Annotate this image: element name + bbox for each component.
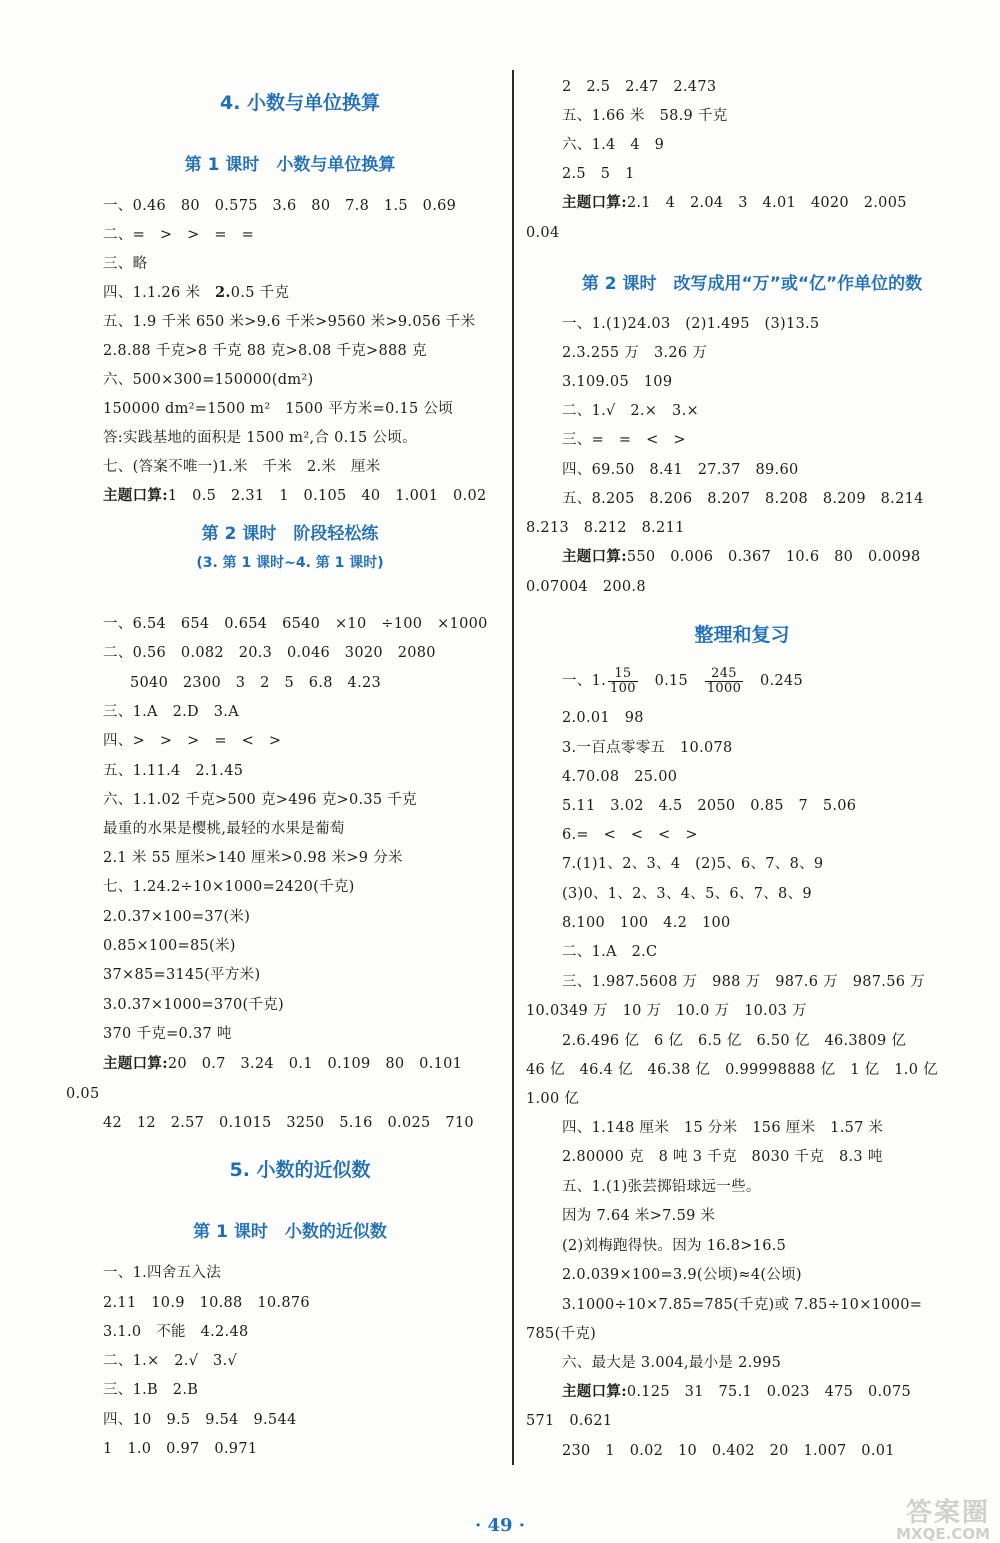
answer-line: 六、1.4 4 9: [562, 137, 665, 153]
fraction-denominator: 1000: [706, 680, 742, 696]
answer-line: 8.100 100 4.2 100: [562, 915, 731, 931]
answer-line: 三、略: [103, 256, 148, 272]
answer-line: 答:实践基地的面积是 1500 m²,合 0.15 公顷。: [103, 430, 417, 446]
lesson-3-title: 第 1 课时 小数的近似数: [193, 1222, 387, 1242]
answer-line: 1.00 亿: [526, 1091, 580, 1107]
answer-line: 六、500×300=150000(dm²): [103, 372, 314, 388]
answer-line: 3.109.05 109: [562, 374, 673, 390]
page-number: · 49 ·: [474, 1515, 526, 1536]
answer-line: 785(千克): [526, 1326, 597, 1342]
answer-value: 0.5 千克: [230, 285, 290, 301]
answer-value: 1 0.5 2.31 1 0.105 40 1.001 0.02: [167, 488, 487, 504]
mental-math-label: 主题口算:: [103, 487, 168, 504]
lesson-2-subtitle: (3. 第 1 课时~4. 第 1 课时): [196, 555, 384, 571]
answer-line: 一、1.四舍五入法: [103, 1265, 222, 1281]
answer-line: 二、1.A 2.C: [562, 944, 658, 960]
answer-value: 2.1 4 2.04 3 4.01 4020 2.005: [626, 195, 907, 211]
answer-line: (2)刘梅跑得快。因为 16.8>16.5: [562, 1238, 787, 1254]
answer-line: 一、6.54 654 0.654 6540 ×10 ÷100 ×1000: [103, 616, 488, 632]
answer-line: 最重的水果是樱桃,最轻的水果是葡萄: [103, 821, 345, 837]
answer-line: 四、10 9.5 9.54 9.544: [103, 1412, 297, 1428]
fraction-numerator: 15: [608, 667, 638, 682]
answer-line: 四、69.50 8.41 27.37 89.60: [562, 462, 799, 478]
answer-line: 2.0.039×100=3.9(公顷)≈4(公顷): [562, 1267, 802, 1283]
mental-math-label: 主题口算:: [562, 1383, 627, 1400]
answer-line: 42 12 2.57 0.1015 3250 5.16 0.025 710: [103, 1115, 474, 1131]
answer-line: 2.80000 克 8 吨 3 千克 8030 千克 8.3 吨: [562, 1149, 883, 1165]
answer-line: 6.= < < < >: [562, 827, 698, 843]
watermark-text: 答案圈: [905, 1498, 990, 1528]
answer-line: 10.0349 万 10 万 10.0 万 10.03 万: [526, 1003, 807, 1019]
answer-line: 37×85=3145(平方米): [103, 967, 261, 983]
answer-line: 六、1.1.02 千克>500 克>496 克>0.35 千克: [103, 792, 417, 808]
answer-line: 四、> > > = < >: [103, 733, 282, 749]
answer-line: 7.(1)1、2、3、4 (2)5、6、7、8、9: [562, 856, 824, 872]
answer-line: 2.3.255 万 3.26 万: [562, 345, 708, 361]
answer-line: 2.5 5 1: [562, 166, 635, 182]
answer-line: 六、最大是 3.004,最小是 2.995: [562, 1355, 782, 1371]
watermark-logo: [830, 1498, 990, 1543]
answer-line: 二、= > > = =: [103, 227, 255, 243]
answer-line: 4.70.08 25.00: [562, 769, 678, 785]
answer-value: 550 0.006 0.367 10.6 80 0.0098: [626, 549, 921, 565]
answer-line: 8.213 8.212 8.211: [526, 520, 685, 536]
answer-value: 0.125 31 75.1 0.023 475 0.075: [626, 1384, 912, 1400]
answer-line: 三、1.A 2.D 3.A: [103, 704, 239, 720]
section-5-title: 5. 小数的近似数: [229, 1159, 371, 1181]
fraction-numerator: 245: [705, 667, 743, 682]
answer-line: 0.04: [526, 225, 560, 241]
answer-line: 七、(答案不唯一)1.米 千米 2.米 厘米: [103, 459, 381, 475]
answer-line: 一、1.(1)24.03 (2)1.495 (3)13.5: [562, 316, 820, 332]
mental-math-label: 主题口算:: [103, 1055, 168, 1072]
answer-line: 三、= = < >: [562, 432, 686, 448]
answer-line: 三、1.B 2.B: [103, 1382, 199, 1398]
answer-line: 0.05: [66, 1086, 100, 1102]
answer-line: 因为 7.64 米>7.59 米: [562, 1208, 716, 1224]
answer-line: 二、1.× 2.√ 3.√: [103, 1353, 238, 1369]
section-4-title: 4. 小数与单位换算: [219, 92, 381, 114]
answer-label: 四、1.: [103, 285, 148, 301]
answer-line: [103, 283, 289, 303]
watermark-url: MXQE.COM: [896, 1525, 990, 1543]
answer-line: 46 亿 46.4 亿 46.38 亿 0.99998888 亿 1 亿 1.0 亿: [526, 1062, 938, 1078]
answer-line: 2.11 10.9 10.88 10.876: [103, 1295, 310, 1311]
answer-line: 5040 2300 3 2 5 6.8 4.23: [130, 675, 382, 691]
answer-line: [562, 193, 907, 213]
answer-line: 2.0.01 98: [562, 710, 644, 726]
answer-line: 3.0.37×1000=370(千克): [103, 997, 285, 1013]
answer-line: 571 0.621: [526, 1413, 613, 1429]
answer-line: 0.85×100=85(米): [103, 938, 236, 954]
answer-line: 五、8.205 8.206 8.207 8.208 8.209 8.214: [562, 491, 924, 507]
fraction: [608, 667, 638, 696]
answer-line: [562, 1382, 911, 1402]
answer-line: [562, 547, 921, 567]
lesson-2-title: 第 2 课时 阶段轻松练: [201, 524, 379, 544]
answer-line: 四、1.148 厘米 15 分米 156 厘米 1.57 米: [562, 1120, 884, 1136]
lesson-4-title: 第 2 课时 改写成用“万”或“亿”作单位的数: [581, 274, 923, 294]
fraction-denominator: 100: [610, 680, 636, 696]
fraction: [705, 667, 743, 696]
answer-line: 五、1.(1)张芸掷铅球远一些。: [562, 1179, 761, 1195]
answer-line: (3)0、1、2、3、4、5、6、7、8、9: [562, 886, 812, 902]
answer-line: 二、0.56 0.082 20.3 0.046 3020 2080: [103, 645, 436, 661]
mental-math-label: 主题口算:: [562, 194, 627, 211]
answer-line: [562, 666, 803, 696]
answer-label: 2.: [215, 284, 231, 301]
answer-line: 二、1.√ 2.× 3.×: [562, 403, 699, 419]
answer-label: 一、1.: [562, 673, 607, 689]
answer-line: [103, 486, 487, 506]
answer-line: 2.6.496 亿 6 亿 6.5 亿 6.50 亿 46.3809 亿: [562, 1033, 907, 1049]
answer-line: 3.1.0 不能 4.2.48: [103, 1324, 249, 1340]
answer-line: 3.1000÷10×7.85=785(千克)或 7.85÷10×1000=: [562, 1297, 923, 1313]
mental-math-label: 主题口算:: [562, 548, 627, 565]
answer-line: 七、1.24.2÷10×1000=2420(千克): [103, 879, 355, 895]
answer-line: 230 1 0.02 10 0.402 20 1.007 0.01: [562, 1443, 895, 1459]
answer-value: 0.15: [639, 673, 703, 689]
answer-line: 一、0.46 80 0.575 3.6 80 7.8 1.5 0.69: [103, 198, 457, 214]
answer-value: 20 0.7 3.24 0.1 0.109 80 0.101: [167, 1056, 463, 1072]
answer-line: 2.1 米 55 厘米>140 厘米>0.98 米>9 分米: [103, 850, 403, 866]
review-title: 整理和复习: [694, 624, 790, 646]
answer-line: 0.07004 200.8: [526, 579, 646, 595]
answer-line: 五、1.66 米 58.9 千克: [562, 108, 728, 124]
answer-value: 0.245: [745, 673, 803, 689]
answer-line: 五、1.11.4 2.1.45: [103, 763, 244, 779]
answer-line: [103, 1054, 462, 1074]
answer-line: 三、1.987.5608 万 988 万 987.6 万 987.56 万: [562, 974, 925, 990]
answer-value: 1.26 米: [147, 285, 216, 301]
column-divider: [512, 70, 514, 1465]
answer-line: 五、1.9 千米 650 米>9.6 千米>9560 米>9.056 千米: [103, 314, 476, 330]
answer-line: 2 2.5 2.47 2.473: [562, 79, 717, 95]
answer-line: 1 1.0 0.97 0.971: [103, 1441, 258, 1457]
lesson-1-title: 第 1 课时 小数与单位换算: [184, 155, 396, 175]
answer-line: 150000 dm²=1500 m² 1500 平方米=0.15 公顷: [103, 401, 454, 417]
answer-line: 2.8.88 千克>8 千克 88 克>8.08 千克>888 克: [103, 343, 427, 359]
answer-line: 2.0.37×100=37(米): [103, 909, 251, 925]
answer-line: 3.一百点零零五 10.078: [562, 740, 733, 756]
answer-line: 370 千克=0.37 吨: [103, 1026, 232, 1042]
answer-line: 5.11 3.02 4.5 2050 0.85 7 5.06: [562, 798, 857, 814]
